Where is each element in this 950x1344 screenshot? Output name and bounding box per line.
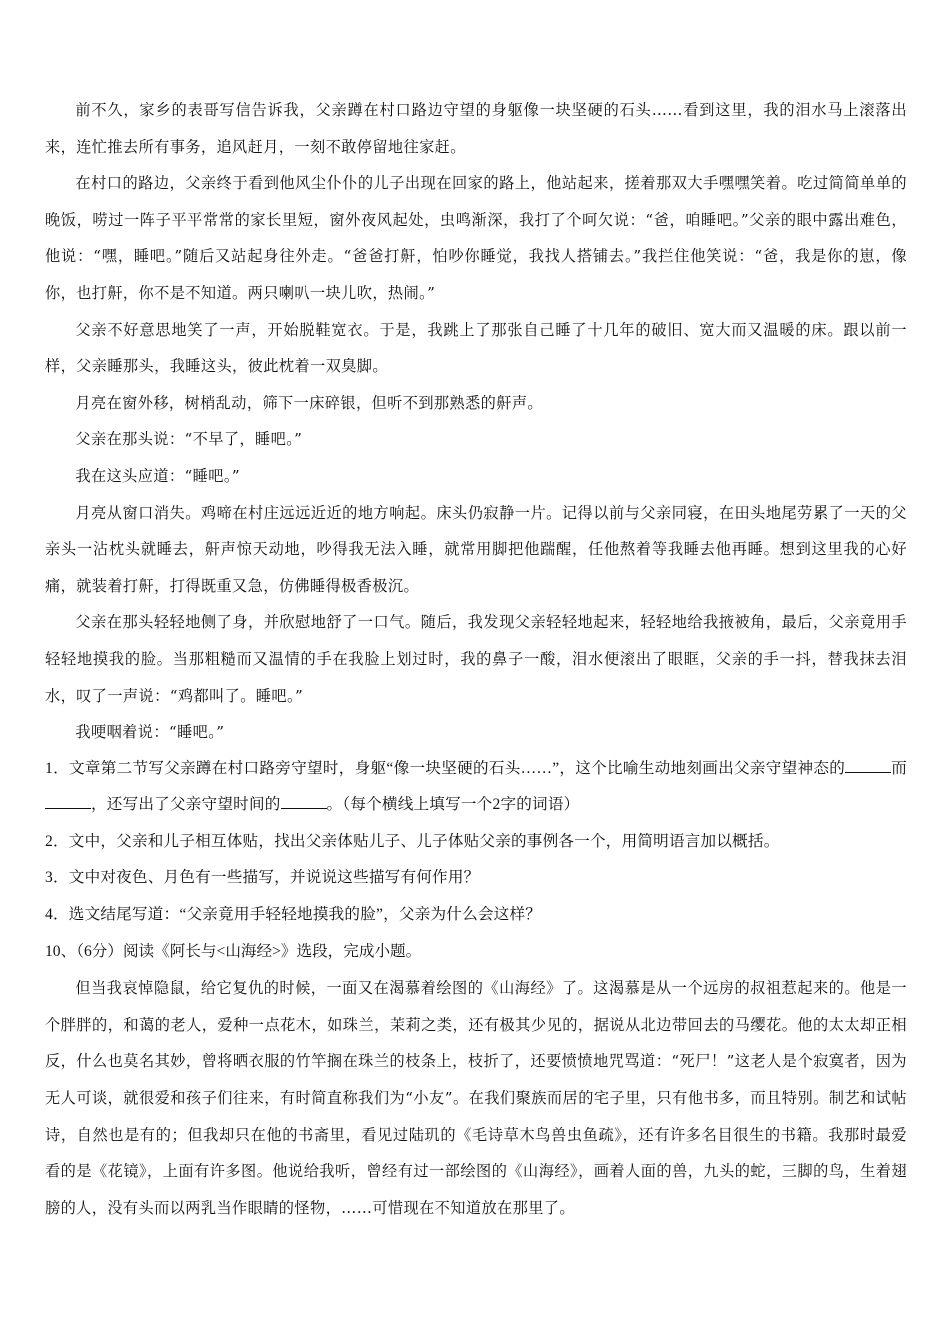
story-paragraph: 前不久，家乡的表哥写信告诉我，父亲蹲在村口路边守望的身躯像一块坚硬的石头……看到这里，我的泪水马上滚落出来，连忙推去所有事务，追风赶月，一刻不敢停留地往家赶。 (45, 101, 907, 156)
question-1-connector: 而 (891, 759, 907, 777)
story-paragraph: 我哽咽着说：“睡吧。” (75, 723, 225, 742)
question-4: 4．选文结尾写道：“父亲竟用手轻轻地摸我的脸”，父亲为什么会这样？ (45, 906, 542, 924)
question-1-text-2: ，还写出了父亲守望时间的 (91, 796, 281, 814)
question-1-note: 。（每个横线上填写一个2字的词语） (326, 796, 580, 814)
story-paragraph: 父亲在那头轻轻地侧了身，并欣慰地舒了一口气。随后，我发现父亲轻轻地起来，轻轻地给我掖被角，最后，父亲竟用手轻轻地摸我的脸。当那粗糙而又温情的手在我脸上划过时，我的鼻子一酸，泪水便滚出了眼眶，父亲的手一抖，替我抹去泪水，叹了一声说：“鸡都叫了。睡吧。” (45, 613, 907, 705)
question-3: 3．文中对夜色、月色有一些描写，并说说这些描写有何作用？ (45, 869, 480, 887)
section-10-header: 10、（6分）阅读《阿长与<山海经>》选段，完成小题。 (45, 942, 422, 960)
question-2: 2．文中，父亲和儿子相互体贴，找出父亲体贴儿子、儿子体贴父亲的事例各一个，用简明语言加以概括。 (45, 832, 780, 850)
question-1 (45, 751, 907, 824)
section-10-paragraph: 但当我哀悼隐鼠，给它复仇的时候，一面又在渴慕着绘图的《山海经》了。这渴慕是从一个远房的叔祖惹起来的。他是一个胖胖的，和蔼的老人，爱种一点花木，如珠兰，茉莉之类，还有极其少见的，据说从北边带回去的马缨花。他的太太却正相反，什么也莫名其妙，曾将晒衣服的竹竿搁在珠兰的枝条上，枝折了，还要愤愤地咒骂道：“死尸！”这老人是个寂寞者，因为无人可谈，就很爱和孩子们往来，有时简直称我们为“小友”。在我们聚族而居的宅子里，只有他书多，而且特别。制艺和试帖诗，自然也是有的；但我却只在他的书斋里，看见过陆玑的《毛诗草木鸟兽虫鱼疏》，还有许多名目很生的书籍。我那时最爱看的是《花镜》，上面有许多图。他说给我听，曾经有过一部绘图的《山海经》，画着人面的兽，九头的蛇，三脚的鸟，生着翅膀的人，没有头而以两乳当作眼睛的怪物，……可惜现在不知道放在那里了。 (45, 979, 907, 1217)
story-paragraph: 在村口的路边，父亲终于看到他风尘仆仆的儿子出现在回家的路上，他站起来，搓着那双大手嘿嘿笑着。吃过简简单单的晚饭，唠过一阵子平平常常的家长里短，窗外夜风起处，虫鸣渐深，我打了个呵欠说：“爸，咱睡吧。”父亲的眼中露出难色，他说：“嘿，睡吧。”随后又站起身往外走。“爸爸打鼾，怕吵你睡觉，我找人搭铺去。”我拦住他笑说：“爸，我是你的崽，像你，也打鼾，你不是不知道。两只喇叭一块儿吹，热闹。” (45, 174, 907, 302)
story-paragraph: 父亲在那头说：“不早了，睡吧。” (75, 430, 303, 449)
question-1-text: 1．文章第二节写父亲蹲在村口路旁守望时，身躯“像一块坚硬的石头……”，这个比喻生动地刻画出父亲守望神态的 (45, 759, 846, 777)
story-paragraph: 父亲不好意思地笑了一声，开始脱鞋宽衣。于是，我跳上了那张自己睡了十几年的破旧、宽大而又温暖的床。跟以前一样，父亲睡那头，我睡这头，彼此枕着一双臭脚。 (45, 320, 907, 376)
document-page (45, 92, 907, 1226)
story-paragraph: 月亮从窗口消失。鸡啼在村庄远远近近的地方响起。床头仍寂静一片。记得以前与父亲同寝，在田头地尾劳累了一天的父亲头一沾枕头就睡去，鼾声惊天动地，吵得我无法入睡，就常用脚把他踹醒，任他熬着等我睡去他再睡。想到这里我的心好痛，就装着打鼾，打得既重又急，仿佛睡得极香极沉。 (45, 503, 907, 595)
story-paragraph: 我在这头应道：“睡吧。” (75, 466, 240, 485)
answer-blank-1[interactable] (845, 758, 891, 773)
answer-blank-3[interactable] (281, 794, 327, 809)
answer-blank-2[interactable] (45, 794, 91, 809)
story-paragraph: 月亮在窗外移，树梢乱动，筛下一床碎银，但听不到那熟悉的鼾声。 (75, 393, 544, 412)
